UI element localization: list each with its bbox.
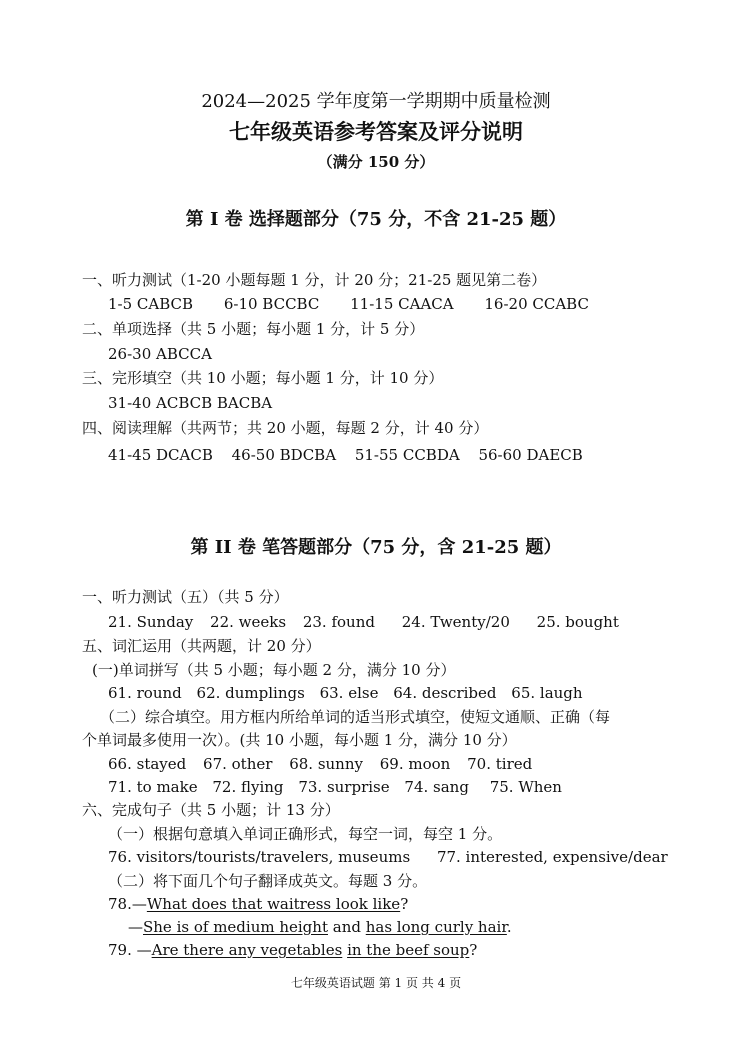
answer-group: 1-5 CABCB (108, 295, 194, 313)
q79-answer-underlined-1: Are there any vegetables (151, 941, 343, 959)
answer-item: 22. weeks (210, 613, 287, 631)
answer-item: 64. described (393, 684, 497, 702)
page-footer: 七年级英语试题 第 1 页 共 4 页 (290, 976, 462, 990)
answer-item: 63. else (319, 684, 379, 702)
p2-s6a-answers (108, 847, 668, 867)
answer-item: 71. to make (108, 778, 198, 796)
answer-group: 46-50 BDCBA (231, 446, 337, 464)
answer-item: 73. surprise (298, 778, 390, 796)
answer-item: 72. flying (212, 778, 284, 796)
answer-item: 24. Twenty/20 (401, 613, 510, 631)
p2-s5b-heading-line1: （二）综合填空。用方框内所给单词的适当形式填空，使短文通顺、正确（每 (100, 708, 611, 726)
p2-s6-heading: 六、完成句子（共 5 小题；计 13 分） (82, 801, 340, 819)
answer-item: 25. bought (536, 613, 619, 631)
exam-title: 2024—2025 学年度第一学期期中质量检测 (201, 91, 551, 112)
answer-item: 61. round (108, 684, 182, 702)
q78-response-underlined-2: has long curly hair (365, 918, 507, 936)
answer-group: 56-60 DAECB (478, 446, 583, 464)
answer-item: 75. When (489, 778, 562, 796)
answer-item: 69. moon (379, 755, 451, 773)
answer-item: 66. stayed (108, 755, 187, 773)
p2-s6a-heading: （一）根据句意填入单词正确形式，每空一词，每空 1 分。 (108, 825, 503, 843)
p2-s5-heading: 五、词汇运用（共两题，计 20 分） (82, 637, 321, 655)
answer-group: 6-10 BCCBC (223, 295, 320, 313)
part2-title: 第 II 卷 笔答题部分（75 分，含 21-25 题） (190, 537, 562, 558)
q79-question: 79. —Are there any vegetables in the beef soup? (108, 941, 478, 959)
p1-s1-answers (108, 294, 589, 314)
p1-s2-answers: 26-30 ABCCA (108, 345, 212, 363)
answer-item: 76. visitors/tourists/travelers, museums (108, 848, 411, 866)
answer-group: 16-20 CCABC (484, 295, 589, 313)
answer-item: 70. tired (467, 755, 533, 773)
p2-s5a-heading: (一)单词拼写（共 5 小题；每小题 2 分，满分 10 分） (92, 661, 456, 679)
q79-answer-underlined-2: in the beef soup (347, 941, 470, 959)
answer-group: 41-45 DCACB (108, 446, 213, 464)
answer-item: 67. other (203, 755, 273, 773)
answer-item: 77. interested, expensive/dear (436, 848, 668, 866)
answer-item: 68. sunny (289, 755, 363, 773)
q78-question: 78.—What does that waitress look like? (108, 895, 409, 913)
part1-title: 第 I 卷 选择题部分（75 分，不含 21-25 题） (185, 209, 567, 230)
full-score: （满分 150 分） (317, 153, 435, 171)
answer-group: 11-15 CAACA (350, 295, 454, 313)
p1-s4-answers (108, 445, 583, 465)
p2-s1-answers (108, 612, 619, 632)
q78-answer-underlined: What does that waitress look like (146, 895, 401, 913)
p2-s5b-answers-row1 (108, 754, 532, 774)
answer-item: 21. Sunday (108, 613, 194, 631)
p1-s3-heading: 三、完形填空（共 10 小题；每小题 1 分，计 10 分） (82, 369, 444, 387)
p1-s2-heading: 二、单项选择（共 5 小题；每小题 1 分，计 5 分） (82, 320, 425, 338)
p2-s6b-heading: （二）将下面几个句子翻译成英文。每题 3 分。 (108, 872, 428, 890)
p1-s1-heading: 一、听力测试（1-20 小题每题 1 分，计 20 分；21-25 题见第二卷） (82, 271, 547, 289)
answer-item: 65. laugh (511, 684, 583, 702)
p1-s4-heading: 四、阅读理解（共两节；共 20 小题，每题 2 分，计 40 分） (82, 419, 489, 437)
p1-s3-answers: 31-40 ACBCB BACBA (108, 394, 273, 412)
q78-response: —She is of medium height and has long curly hair. (128, 918, 512, 936)
p2-s5b-answers-row2 (108, 777, 562, 797)
p2-s5a-answers (108, 683, 583, 703)
q78-response-underlined-1: She is of medium height (143, 918, 328, 936)
answer-item: 74. sang (404, 778, 469, 796)
answer-item: 62. dumplings (196, 684, 305, 702)
answer-item: 23. found (302, 613, 375, 631)
main-title: 七年级英语参考答案及评分说明 (229, 119, 523, 144)
p2-s5b-heading-line2: 个单词最多使用一次）。(共 10 小题，每小题 1 分，满分 10 分） (82, 731, 517, 749)
p2-s1-heading: 一、听力测试（五）（共 5 分） (82, 588, 289, 606)
answer-group: 51-55 CCBDA (354, 446, 460, 464)
